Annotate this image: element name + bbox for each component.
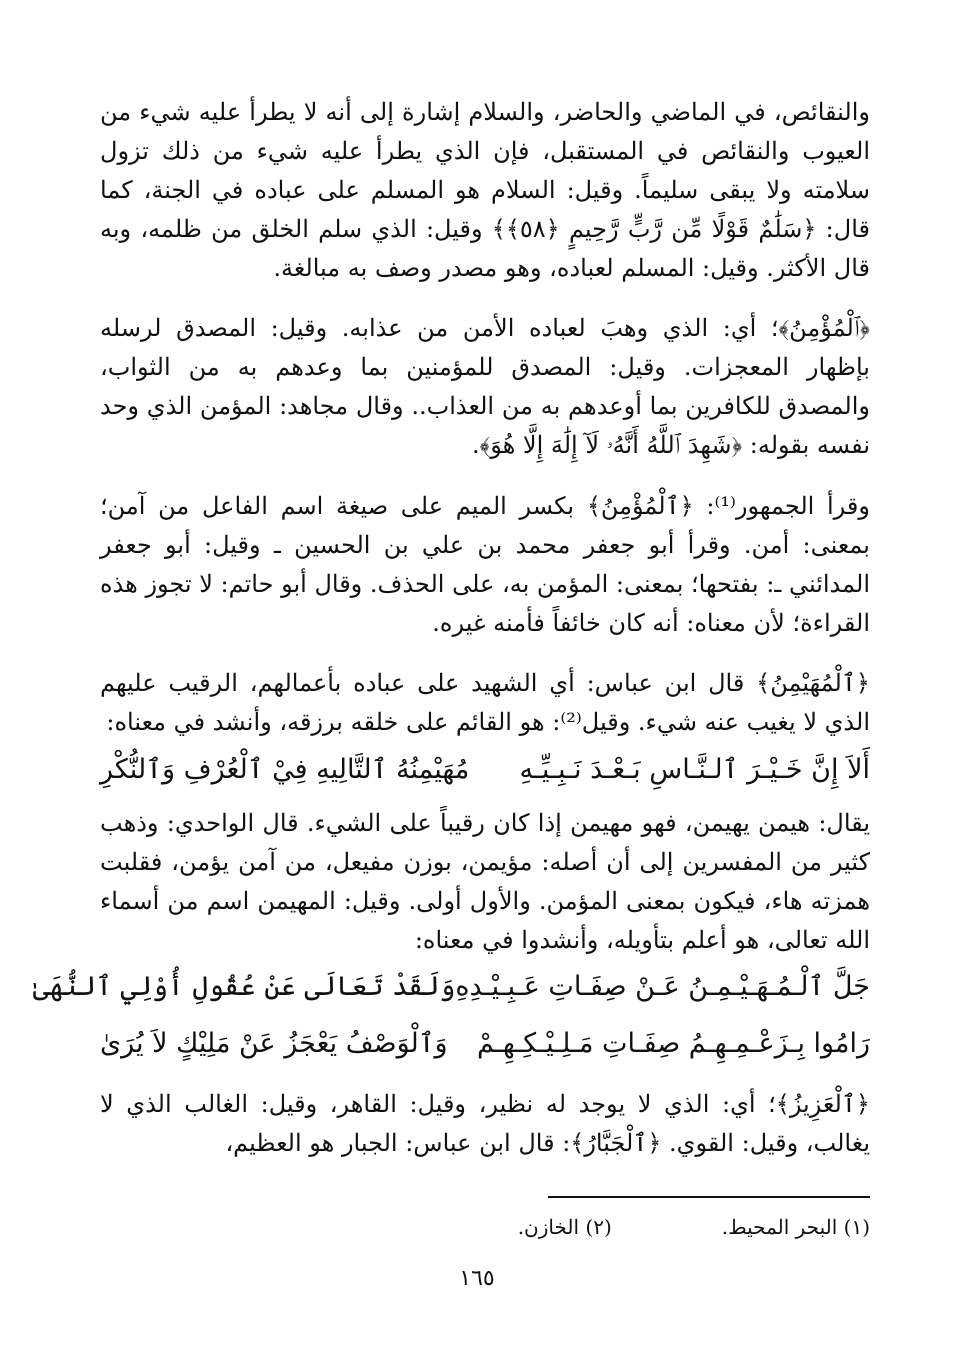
- footnote-1: (١) البحر المحيط.: [721, 1215, 870, 1239]
- verse-second-hemistich: وَٱلْوَصْفُ يَعْجَزُ عَنْ مَلِيْكٍ لاَ يُرَىٰ: [100, 1028, 448, 1059]
- page-number: ١٦٥: [459, 1266, 495, 1291]
- poem-verse-3: [100, 1022, 870, 1066]
- paragraph-text: والنقائص، في الماضي والحاضر، والسلام إشارة إلى أنه لا يطرأ عليه شيء من العيوب والنقائص في المستقبل، فإن الذي يطرأ عليه شيء من ذلك تزول سلامته ولا يبقى سليماً. وقيل: السلام هو المسلم على عباده في الجنة، كما قال: ﴿سَلَٰمٌ قَوْلًا مِّن رَّبٍّ رَّحِيمٍ ﴿٥٨﴾﴾ وقيل: الذي سلم الخلق من ظلمه، وبه قال الأكثر. وقيل: المسلم لعباده، وهو مصدر وصف به مبالغة.: [100, 98, 870, 282]
- verse-first-hemistich: أَلاَ إِنَّ خَـيْـرَ ٱلـنَّـاسِ بَـعْـدَ نَـبِـيِّـهِ: [519, 754, 870, 785]
- footnote-divider: [548, 1196, 870, 1198]
- paragraph-text: ﴿ٱلْعَزِيزُ﴾؛ أي: الذي لا يوجد له نظير، وقيل: القاهر، وقيل: الغالب الذي لا يغالب، وقيل: القوي. ﴿ٱلْجَبَّارُ﴾: قال ابن عباس: الجبار هو العظيم،: [100, 1090, 870, 1157]
- poem-verse-1: [100, 748, 870, 792]
- paragraph-assalam: [100, 93, 870, 288]
- footnotes: [100, 1212, 870, 1242]
- verse-second-hemistich: مُهَيْمِنُهُ ٱلتَّالِيهِ فِيْ ٱلْعُرْفِ وَٱلنُّكْرِ: [100, 754, 470, 785]
- paragraph-text: ﴿ٱلْمُهَيْمِنُ﴾ قال ابن عباس: أي الشهيد على عباده بأعمالهم، الرقيب عليهم الذي لا يغيب عنه شيء. وقيل⁽²⁾: هو القائم على خلقه برزقه، وأنشد في معناه:: [100, 669, 870, 736]
- poem-verse-2: [32, 965, 870, 1009]
- paragraph-text: وقرأ الجمهور⁽¹⁾: ﴿ٱلْمُؤْمِنُ﴾ بكسر الميم على صيغة اسم الفاعل من آمن؛ بمعنى: أمن. وقرأ أبو جعفر محمد بن علي بن الحسين ـ وقيل: أبو جعفر المدائني ـ: بفتحها؛ بمعنى: المؤمن به، على الحذف. وقال أبو حاتم: لا تجوز هذه القراءة؛ لأن معناه: أنه كان خائفاً فأمنه غيره.: [99, 492, 870, 637]
- verse-first-hemistich: جَلَّ ٱلْـمُـهَـيْـمِـنُ عَـنْ صِفَـاتِ عَـبِـيْـدِهِ: [455, 971, 870, 1002]
- paragraph-al-mumin: [100, 309, 870, 465]
- paragraph-al-aziz: [100, 1085, 870, 1163]
- paragraph-haymana: [100, 804, 870, 960]
- paragraph-qiraat: [100, 487, 870, 643]
- paragraph-text: ﴿ٱلْمُؤْمِنُ﴾؛ أي: الذي وهبَ لعباده الأمن من عذابه. وقيل: المصدق لرسله بإظهار المعجزات. وقيل: المصدق للمؤمنين بما وعدهم به من الثواب، والمصدق للكافرين بما أوعدهم به من العذاب.. وقال مجاهد: المؤمن الذي وحد نفسه بقوله: ﴿شَهِدَ ٱللَّهُ أَنَّهُۥ لَآ إِلَٰهَ إِلَّا هُوَ﴾.: [100, 314, 870, 459]
- verse-second-hemistich: وَلَقَدْ تَعَالَى عَنْ عُقُولِ أُوْلِي ٱلنُّهَىٰ: [32, 971, 456, 1002]
- footnote-2: (٢) الخازن.: [517, 1215, 612, 1239]
- verse-first-hemistich: رَامُوا بِـزَعْـمِـهِـمُ صِفَـاتِ مَـلِـيْـكِـهِـمْ: [477, 1028, 870, 1059]
- paragraph-text: يقال: هيمن يهيمن، فهو مهيمن إذا كان رقيباً على الشيء. قال الواحدي: وذهب كثير من المفسرين إلى أن أصله: مؤيمن، بوزن مفيعل، من آمن يؤمن، فقلبت همزته هاء، فيكون بمعنى المؤمن. والأول أولى. وقيل: المهيمن اسم من أسماء الله تعالى، هو أعلم بتأويله، وأنشدوا في معناه:: [100, 809, 870, 954]
- paragraph-al-muhaymin: [100, 664, 870, 742]
